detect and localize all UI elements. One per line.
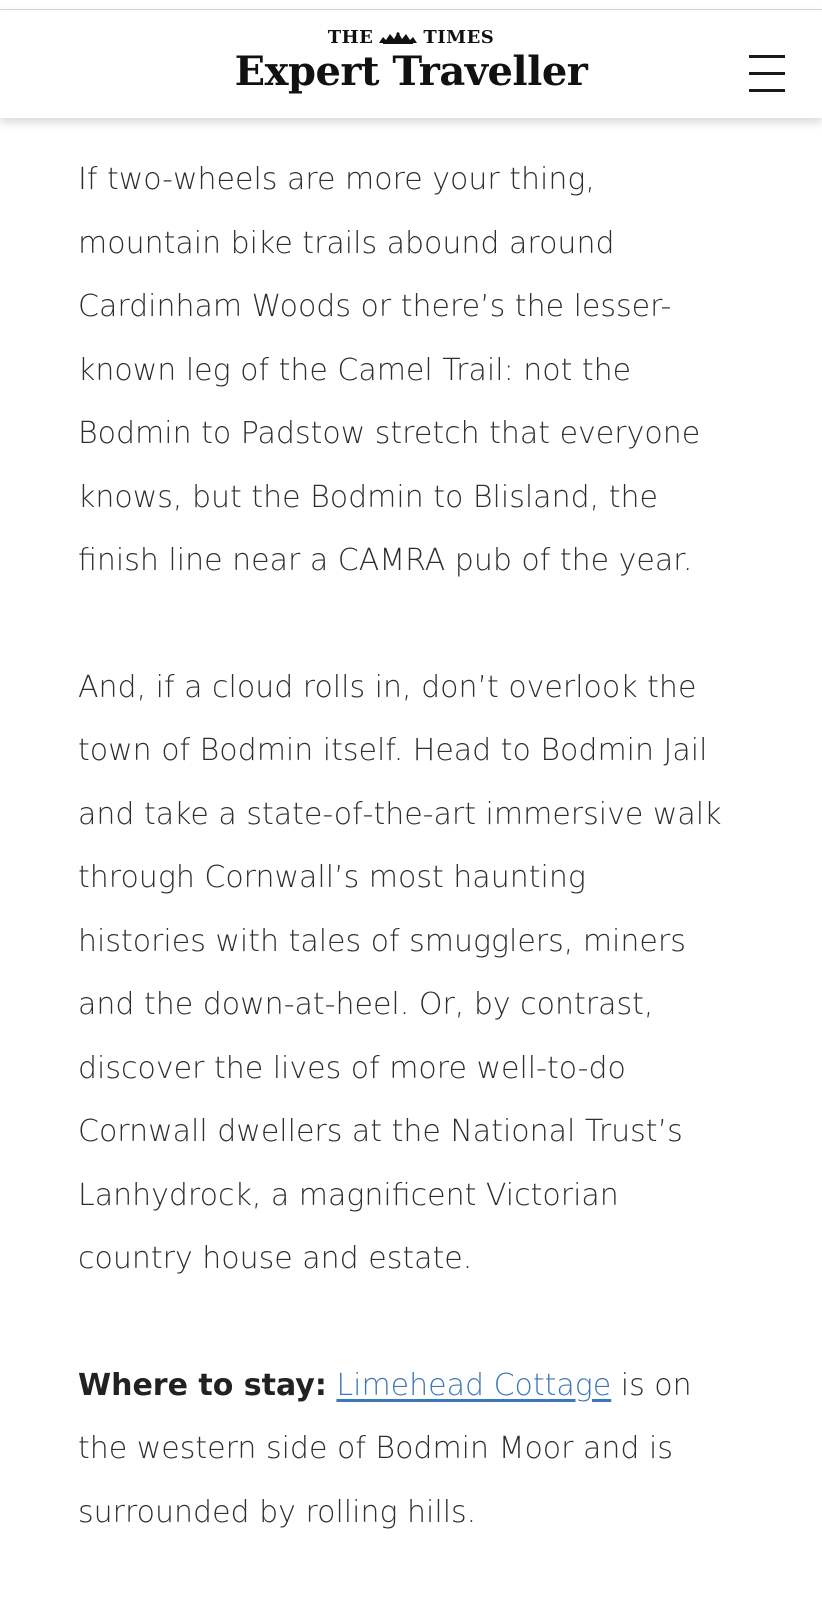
article-body xyxy=(78,148,758,1544)
menu-bar-top xyxy=(749,55,785,58)
site-header xyxy=(0,10,822,118)
section-title: Expert Traveller xyxy=(234,48,588,95)
royal-crest-icon xyxy=(377,31,419,45)
menu-bar-middle xyxy=(749,72,785,75)
hamburger-menu-icon[interactable] xyxy=(749,54,785,94)
publication-name-the: THE xyxy=(327,27,374,48)
where-to-stay-label: Where to stay: xyxy=(78,1367,327,1403)
where-to-stay-text-1: is on xyxy=(611,1367,692,1403)
article-paragraph-cycling: If two-wheels are more your thing, mountain bike trails abound around Cardinham Woods or there’s the lesser- known leg of the Camel Trail: not the Bodmin to Padstow stretch that everyone knows, but the Bodmin to Blisland, the finish line near a CAMRA pub of the year. xyxy=(78,162,701,578)
masthead-logo[interactable] xyxy=(0,28,822,95)
article-paragraph-bodmin: And, if a cloud rolls in, don’t overlook the town of Bodmin itself. Head to Bodmin Jail and take a state-of-the-art immersive walk through Cornwall’s most haunting histories with tales of smugglers, miners and the down-at-heel. Or, by contrast, discover the lives of more well-to-do Cornwall dwellers at the National Trust’s Lanhydrock, a magnificent Victorian country house and estate. xyxy=(78,669,722,1276)
publication-name-times: TIMES xyxy=(423,27,495,48)
menu-bar-bottom xyxy=(749,89,785,92)
limehead-cottage-link[interactable]: Limehead Cottage xyxy=(336,1367,612,1403)
where-to-stay-paragraph xyxy=(78,1354,758,1545)
publication-name xyxy=(0,28,822,48)
where-to-stay-text-2: the western side of Bodmin Moor and is surrounded by rolling hills. xyxy=(78,1431,673,1530)
